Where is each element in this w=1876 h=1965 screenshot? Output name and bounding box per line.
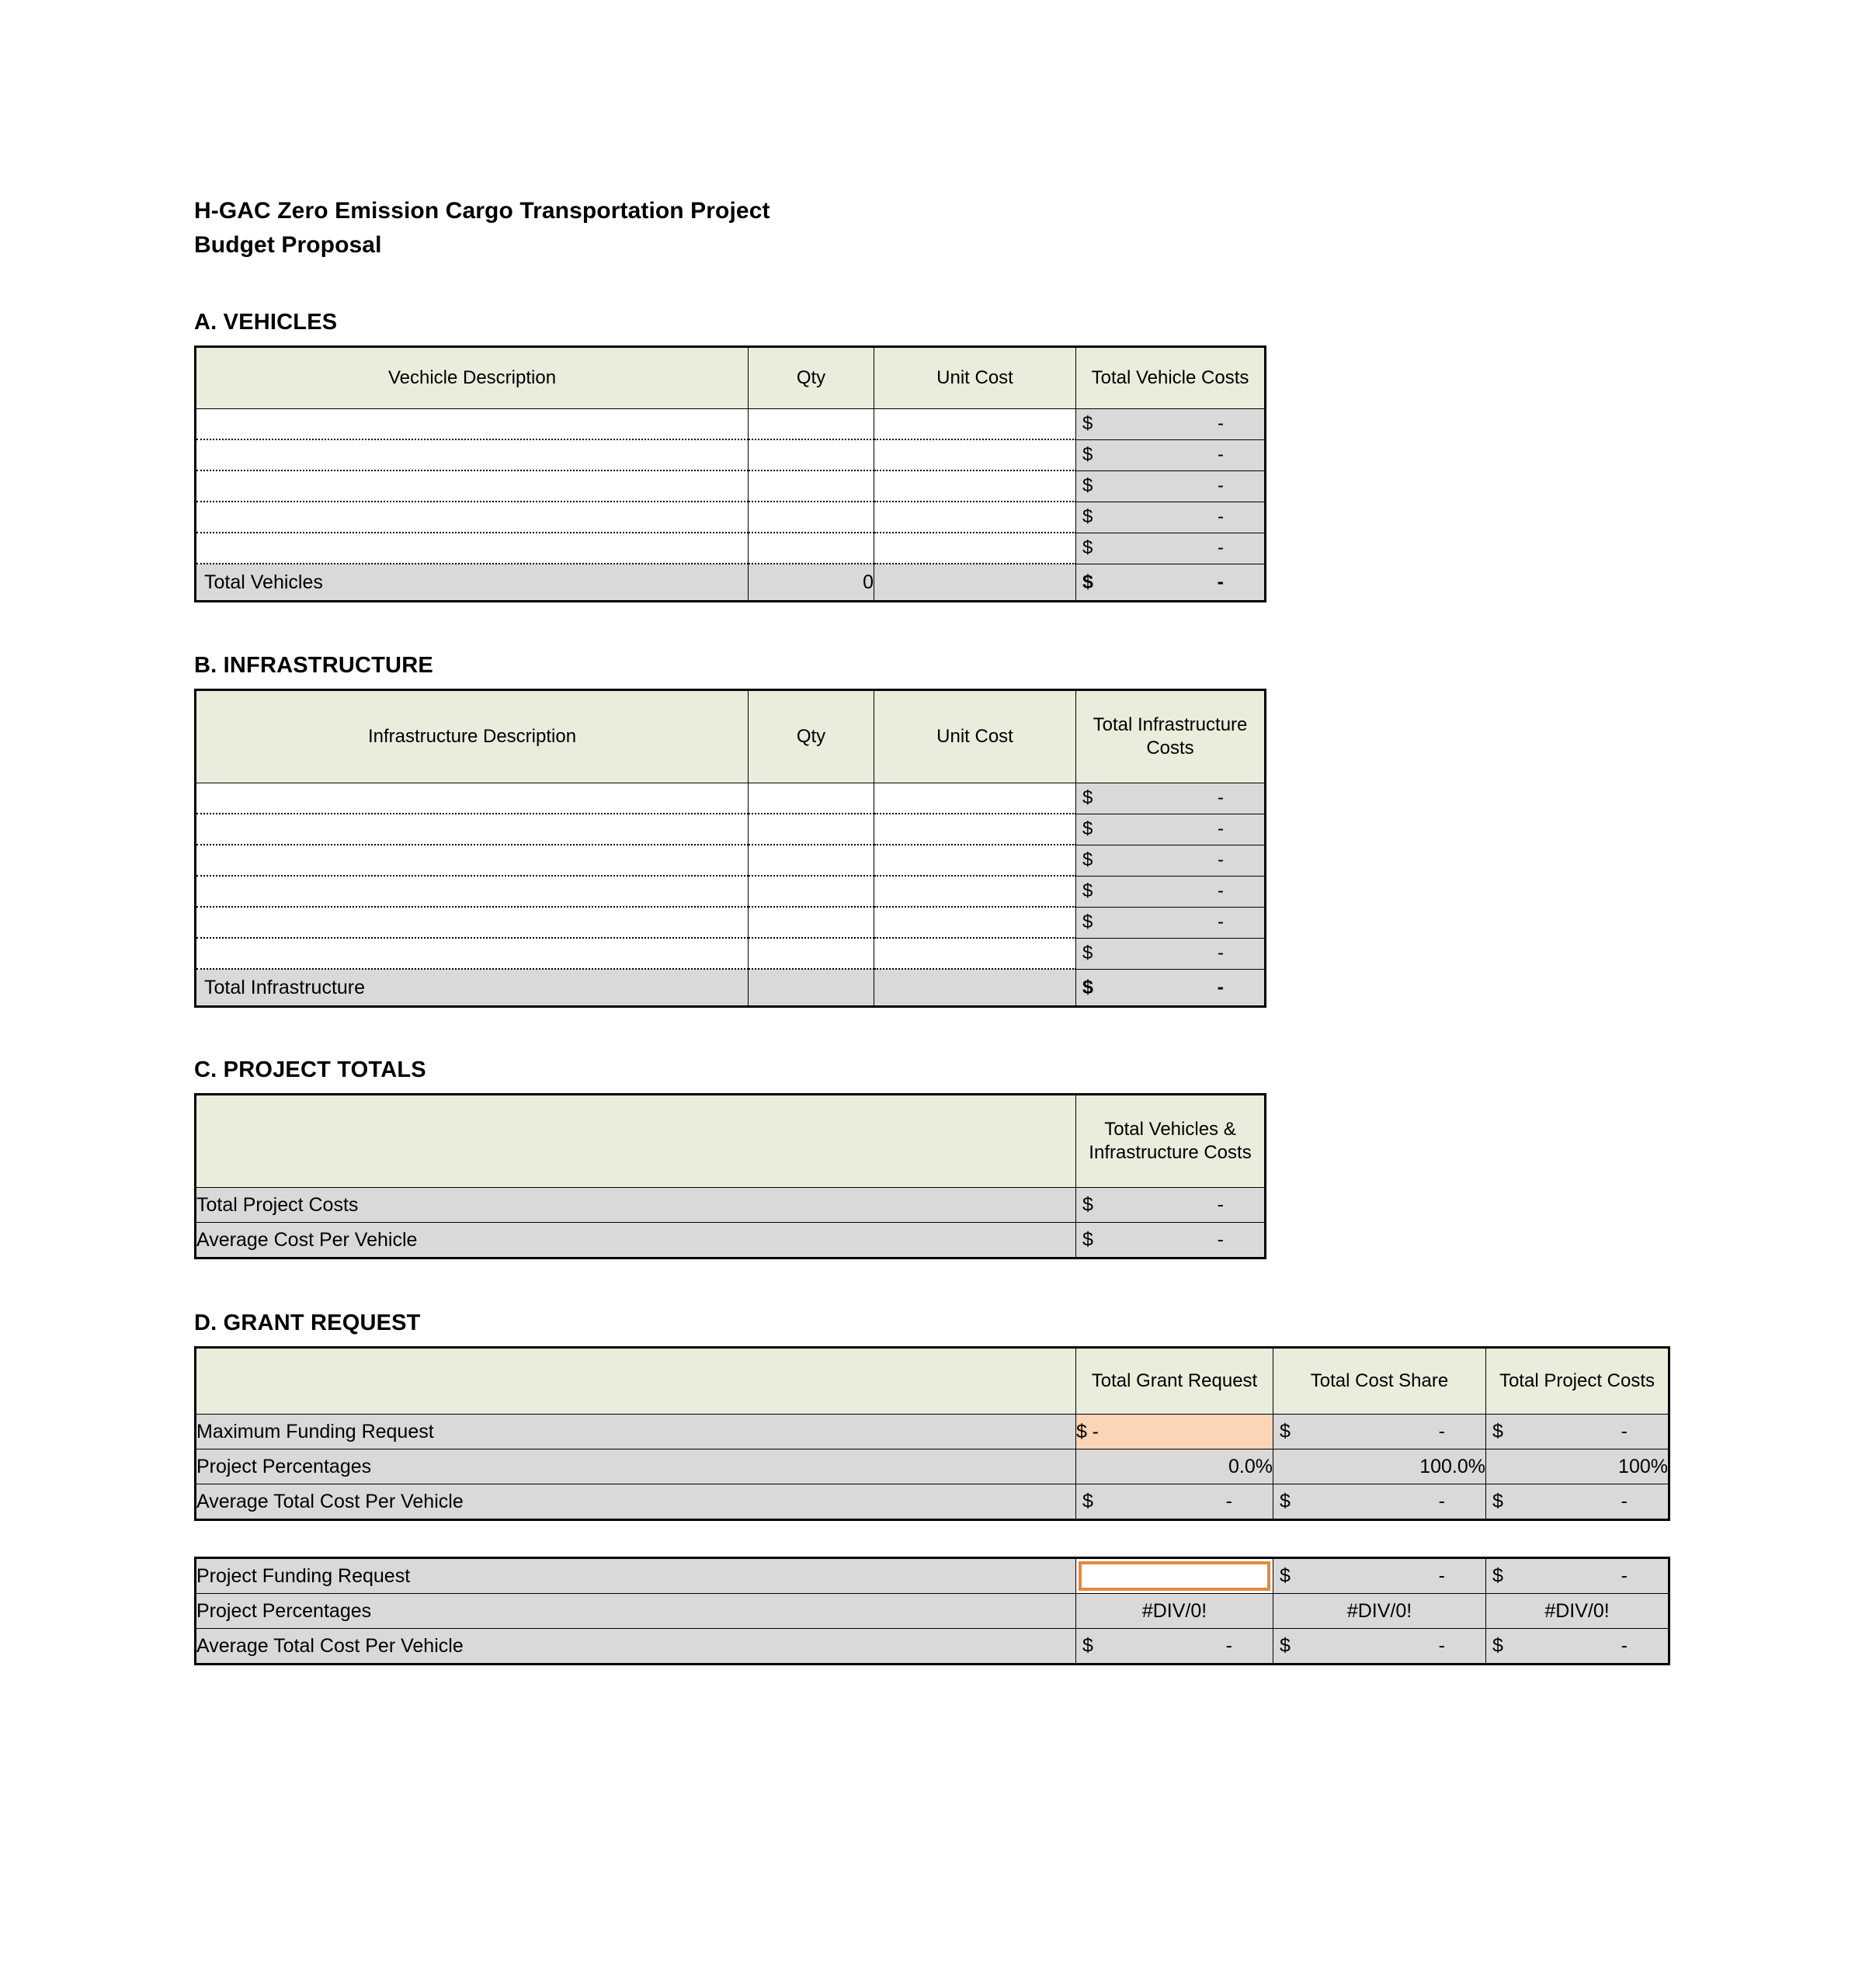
table-row [196, 938, 1266, 969]
currency-symbol: $ [1280, 1634, 1291, 1657]
vehicle-unit-cost-cell[interactable] [874, 533, 1076, 564]
section-d-label: D. GRANT REQUEST [194, 1311, 421, 1335]
vehicle-qty-cell[interactable] [749, 409, 874, 440]
vehicle-unit-cost-cell[interactable] [874, 470, 1076, 502]
amount-value: - [1218, 943, 1224, 963]
currency-symbol: $ [1082, 413, 1093, 435]
table-row [196, 1558, 1669, 1594]
total-infrastructure-unit-cost [874, 969, 1076, 1007]
project-funding-request-cost-share-amount [1273, 1558, 1486, 1594]
currency-symbol: $ [1082, 475, 1093, 496]
currency-symbol: $ [1082, 880, 1093, 901]
project-percentages-grant-error: #DIV/0! [1076, 1594, 1273, 1629]
vehicle-description-cell[interactable] [196, 533, 749, 564]
infrastructure-qty-cell[interactable] [749, 907, 874, 938]
table-row [196, 502, 1266, 533]
project-funding-request-label: Project Funding Request [196, 1558, 1076, 1594]
currency-symbol: $ [1082, 849, 1093, 870]
total-vehicles-row [196, 564, 1266, 602]
col-header-blank [196, 1348, 1076, 1415]
grant-request-table [194, 1346, 1670, 1521]
col-header-vehicle-description: Vechicle Description [196, 347, 749, 409]
currency-symbol: $ [1280, 1564, 1291, 1587]
infrastructure-total-cost-cell [1076, 876, 1266, 907]
project-percentages-label: Project Percentages [196, 1449, 1076, 1484]
currency-symbol: $ [1082, 943, 1093, 963]
table-row [196, 814, 1266, 845]
total-vehicles-unit-cost [874, 564, 1076, 602]
infrastructure-description-cell[interactable] [196, 814, 749, 845]
infrastructure-qty-cell[interactable] [749, 845, 874, 876]
table-row [196, 845, 1266, 876]
currency-symbol: $ [1280, 1490, 1291, 1512]
amount-value: - [1621, 1420, 1628, 1443]
table-row [196, 1594, 1669, 1629]
project-percentages-project: 100% [1486, 1449, 1669, 1484]
currency-symbol: $ [1082, 818, 1093, 839]
table-row [196, 907, 1266, 938]
infrastructure-description-cell[interactable] [196, 876, 749, 907]
infrastructure-unit-cost-cell[interactable] [874, 783, 1076, 814]
col-header-infrastructure-description: Infrastructure Description [196, 690, 749, 783]
col-header-total-infrastructure-costs: Total Infrastructure Costs [1076, 690, 1266, 783]
table-row [196, 1223, 1266, 1259]
page-title [194, 194, 1876, 262]
total-vehicles-amount [1076, 564, 1266, 602]
vehicle-description-cell[interactable] [196, 409, 749, 440]
vehicle-unit-cost-cell[interactable] [874, 409, 1076, 440]
currency-symbol: $ [1492, 1564, 1503, 1587]
total-project-costs-label: Total Project Costs [196, 1188, 1076, 1223]
col-header-total-project-costs: Total Project Costs [1486, 1348, 1669, 1415]
col-header-qty: Qty [749, 690, 874, 783]
project-funding-request-input[interactable] [1076, 1558, 1273, 1594]
col-header-qty: Qty [749, 347, 874, 409]
infrastructure-unit-cost-cell[interactable] [874, 814, 1076, 845]
average-total-cost-per-vehicle-project [1486, 1629, 1669, 1665]
average-total-cost-per-vehicle-cost-share [1273, 1629, 1486, 1665]
average-cost-per-vehicle-label: Average Cost Per Vehicle [196, 1223, 1076, 1259]
total-infrastructure-label: Total Infrastructure [196, 969, 749, 1007]
amount-value: - [1218, 911, 1224, 932]
amount-value: - [1621, 1490, 1628, 1512]
table-row [196, 1449, 1669, 1484]
amount-value: - [1621, 1634, 1628, 1657]
vehicle-qty-cell[interactable] [749, 439, 874, 470]
table-header-row [196, 347, 1266, 409]
table-header-row [196, 1095, 1266, 1188]
amount-value: - [1218, 537, 1224, 558]
currency-symbol: $ [1082, 787, 1093, 809]
table-row [196, 876, 1266, 907]
table-row [196, 439, 1266, 470]
currency-symbol: $ [1082, 1193, 1093, 1216]
col-header-total-vehicle-costs: Total Vehicle Costs [1076, 347, 1266, 409]
amount-value: - [1218, 880, 1224, 901]
table-row [196, 783, 1266, 814]
project-percentages-cost-share-error: #DIV/0! [1273, 1594, 1486, 1629]
amount-value: - [1218, 849, 1224, 870]
col-header-total-cost-share: Total Cost Share [1273, 1348, 1486, 1415]
average-total-cost-per-vehicle-label: Average Total Cost Per Vehicle [196, 1629, 1076, 1665]
amount-value: - [1218, 818, 1224, 839]
amount-value: - [1218, 506, 1224, 527]
project-totals-table [194, 1093, 1266, 1259]
infrastructure-description-cell[interactable] [196, 783, 749, 814]
infrastructure-unit-cost-cell[interactable] [874, 876, 1076, 907]
currency-symbol: $ [1492, 1420, 1503, 1443]
average-total-cost-per-vehicle-project [1486, 1484, 1669, 1520]
vehicles-table [194, 345, 1266, 602]
average-total-cost-per-vehicle-label: Average Total Cost Per Vehicle [196, 1484, 1076, 1520]
project-percentages-project-error: #DIV/0! [1486, 1594, 1669, 1629]
amount-value: - [1438, 1490, 1445, 1512]
infrastructure-unit-cost-cell[interactable] [874, 845, 1076, 876]
infrastructure-unit-cost-cell[interactable] [874, 938, 1076, 969]
maximum-funding-request-label: Maximum Funding Request [196, 1415, 1076, 1449]
table-row [196, 1484, 1669, 1520]
amount-value: - [1217, 976, 1224, 998]
table-gap [194, 1521, 1876, 1557]
project-funding-request-project-amount [1486, 1558, 1669, 1594]
infrastructure-total-cost-cell [1076, 938, 1266, 969]
vehicle-description-cell[interactable] [196, 439, 749, 470]
table-row [196, 1188, 1266, 1223]
input-box-border[interactable] [1079, 1561, 1270, 1591]
section-a-label: A. VEHICLES [194, 310, 338, 335]
table-row [196, 470, 1266, 502]
vehicle-total-cost-cell [1076, 502, 1266, 533]
infrastructure-qty-cell[interactable] [749, 938, 874, 969]
total-infrastructure-row [196, 969, 1266, 1007]
vehicle-total-cost-cell [1076, 533, 1266, 564]
infrastructure-total-cost-cell [1076, 845, 1266, 876]
table-row [196, 533, 1266, 564]
project-percentages-label: Project Percentages [196, 1594, 1076, 1629]
average-total-cost-per-vehicle-cost-share [1273, 1484, 1486, 1520]
maximum-funding-request-project-amount [1486, 1415, 1669, 1449]
average-total-cost-per-vehicle-grant [1076, 1484, 1273, 1520]
infrastructure-qty-cell[interactable] [749, 783, 874, 814]
currency-symbol: $ [1076, 1420, 1087, 1443]
amount-value: - [1218, 787, 1224, 809]
currency-symbol: $ [1492, 1634, 1503, 1657]
infrastructure-total-cost-cell [1076, 814, 1266, 845]
table-header-row [196, 690, 1266, 783]
section-c-label: C. PROJECT TOTALS [194, 1057, 426, 1082]
maximum-funding-request-grant-amount[interactable] [1076, 1415, 1273, 1449]
table-row [196, 409, 1266, 440]
currency-symbol: $ [1082, 1228, 1093, 1251]
average-total-cost-per-vehicle-grant [1076, 1629, 1273, 1665]
currency-symbol: $ [1280, 1420, 1291, 1443]
project-percentages-cost-share: 100.0% [1273, 1449, 1486, 1484]
average-cost-per-vehicle-amount [1076, 1223, 1266, 1259]
vehicle-total-cost-cell [1076, 439, 1266, 470]
amount-value: - [1438, 1564, 1445, 1587]
infrastructure-total-cost-cell [1076, 907, 1266, 938]
amount-value: - [1438, 1634, 1445, 1657]
project-funding-request-table [194, 1557, 1670, 1665]
currency-symbol: $ [1082, 444, 1093, 465]
table-row [196, 1415, 1669, 1449]
currency-symbol: $ [1492, 1490, 1503, 1512]
infrastructure-table [194, 689, 1266, 1008]
total-vehicles-label: Total Vehicles [196, 564, 749, 602]
amount-value: - [1438, 1420, 1445, 1443]
title-line-2: Budget Proposal [194, 231, 382, 258]
currency-symbol: $ [1082, 571, 1093, 593]
maximum-funding-request-cost-share-amount [1273, 1415, 1486, 1449]
total-vehicles-qty: 0 [749, 564, 874, 602]
amount-value: - [1621, 1564, 1628, 1587]
vehicle-unit-cost-cell[interactable] [874, 502, 1076, 533]
amount-value: - [1218, 444, 1224, 465]
currency-symbol: $ [1082, 506, 1093, 527]
col-header-unit-cost: Unit Cost [874, 690, 1076, 783]
vehicle-unit-cost-cell[interactable] [874, 439, 1076, 470]
section-b-label: B. INFRASTRUCTURE [194, 653, 433, 678]
col-header-total-grant-request: Total Grant Request [1076, 1348, 1273, 1415]
amount-value: - [1092, 1420, 1099, 1443]
infrastructure-description-cell[interactable] [196, 907, 749, 938]
amount-value: - [1217, 571, 1224, 593]
currency-symbol: $ [1082, 976, 1093, 998]
infrastructure-unit-cost-cell[interactable] [874, 907, 1076, 938]
currency-symbol: $ [1082, 537, 1093, 558]
infrastructure-description-cell[interactable] [196, 845, 749, 876]
amount-value: - [1217, 1193, 1224, 1216]
table-header-row [196, 1348, 1669, 1415]
infrastructure-qty-cell[interactable] [749, 876, 874, 907]
vehicle-qty-cell[interactable] [749, 533, 874, 564]
currency-symbol: $ [1082, 1490, 1093, 1512]
vehicle-description-cell[interactable] [196, 470, 749, 502]
vehicle-qty-cell[interactable] [749, 470, 874, 502]
table-row [196, 1629, 1669, 1665]
infrastructure-description-cell[interactable] [196, 938, 749, 969]
vehicle-description-cell[interactable] [196, 502, 749, 533]
amount-value: - [1218, 475, 1224, 496]
vehicle-total-cost-cell [1076, 409, 1266, 440]
currency-symbol: $ [1082, 1634, 1093, 1657]
title-line-1: H-GAC Zero Emission Cargo Transportation Project [194, 198, 770, 224]
project-percentages-grant: 0.0% [1076, 1449, 1273, 1484]
col-header-unit-cost: Unit Cost [874, 347, 1076, 409]
total-infrastructure-amount [1076, 969, 1266, 1007]
vehicle-total-cost-cell [1076, 470, 1266, 502]
amount-value: - [1218, 413, 1224, 435]
infrastructure-qty-cell[interactable] [749, 814, 874, 845]
col-header-blank [196, 1095, 1076, 1188]
total-project-costs-amount [1076, 1188, 1266, 1223]
amount-value: - [1225, 1634, 1232, 1657]
amount-value: - [1217, 1228, 1224, 1251]
col-header-total-vehicles-infrastructure-costs: Total Vehicles & Infrastructure Costs [1076, 1095, 1266, 1188]
total-infrastructure-qty [749, 969, 874, 1007]
infrastructure-total-cost-cell [1076, 783, 1266, 814]
vehicle-qty-cell[interactable] [749, 502, 874, 533]
amount-value: - [1225, 1490, 1232, 1512]
currency-symbol: $ [1082, 911, 1093, 932]
